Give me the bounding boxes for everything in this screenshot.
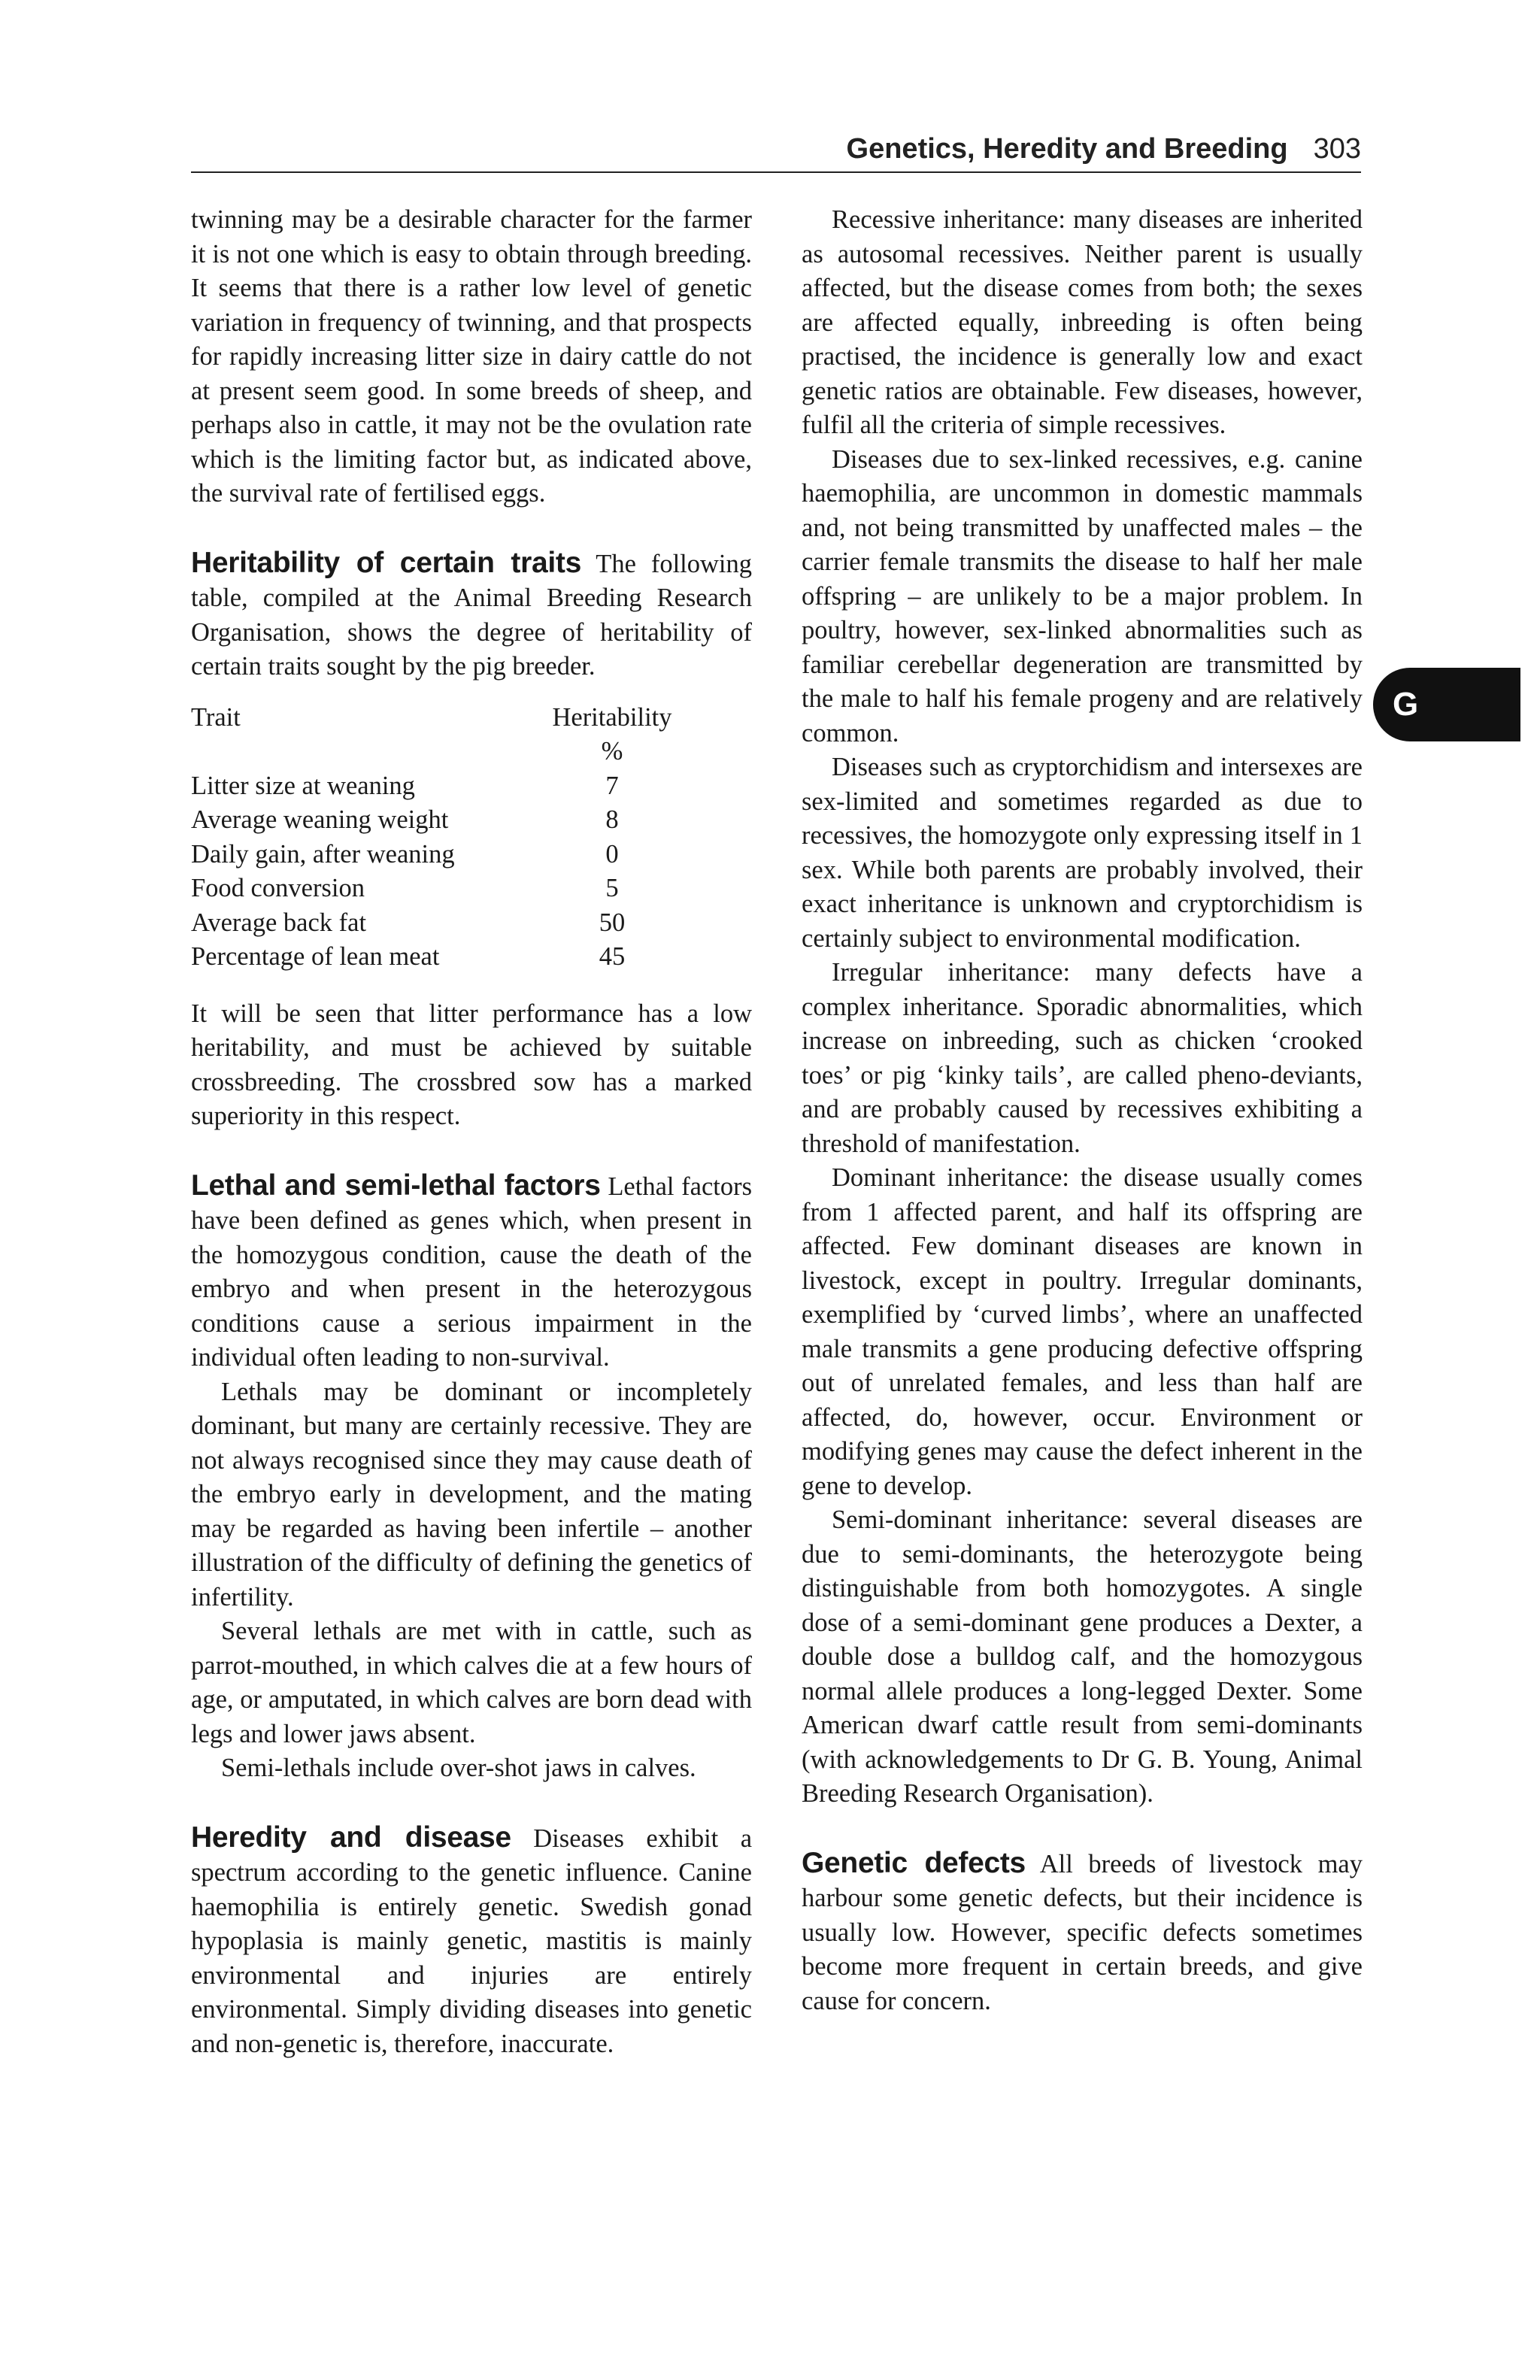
left-column (191, 203, 752, 2061)
sex-limited-paragraph: Diseases such as cryptorchidism and intersexes are sex-limited and sometimes regarded as due to recessives, the homozygote only expressing itself in 1 sex. While both parents are probably involved, their exact inheritance is unknown and cryptorchidism is certainly subject to environmental modification. (802, 753, 1363, 953)
dominant-paragraph: Dominant inheritance: the disease usually comes from 1 affected parent, and half its offspring are affected. Few dominant diseases are known in livestock, except in poultry. Irregular dominants, exemplified by ‘curved limbs’, where an unaffected male transmits a gene producing defective offspring out of unrelated females, and less than half are affected, do, however, occur. Environment or modifying genes may cause the defect inherent in the gene to develop. (802, 1163, 1363, 1500)
table-header-trait: Trait (191, 702, 241, 732)
heritability-table (191, 701, 687, 975)
defects-heading: Genetic defects (802, 1846, 1026, 1879)
heredity-heading: Heredity and disease (191, 1821, 511, 1854)
lethal-paragraph-3: Several lethals are met with in cattle, such as parrot-mouthed, in which calves die at a few hours of age, or amputated, in which calves are born dead with legs and lower jaws absent. (191, 1617, 752, 1748)
lethal-text: Lethal factors have been defined as genes which, when present in the homozygous condition, cause the death of the embryo and when present in the heterozygous conditions cause a serious impairment in the individual often leading to non-survival. (191, 1172, 753, 1372)
running-header-title: Genetics, Heredity and Breeding (846, 133, 1288, 165)
heritability-value: 8 (605, 805, 619, 834)
intro-paragraph: twinning may be a desirable character for the farmer it is not one which is easy to obtain through breeding. It seems that there is a rather low level of genetic variation in frequency of twinning, and that prospects for rapidly increasing litter size in dairy cattle do not at present seem good. In some breeds of sheep, and perhaps also in cattle, it may not be the ovulation rate which is the limiting factor but, as indicated above, the survival rate of fertilised eggs. (191, 205, 752, 508)
table-row (191, 872, 687, 906)
lethal-heading: Lethal and semi-lethal factors (191, 1169, 601, 1202)
table-row (191, 769, 687, 804)
table-row (191, 838, 687, 872)
heredity-section (191, 1821, 752, 2062)
heritability-text: The following table, compiled at the Animal Breeding Research Organisation, shows the degree of heritability of certain traits sought by the pig breeder. (191, 549, 752, 681)
heritability-value: 0 (605, 839, 619, 869)
defects-section (802, 1846, 1363, 2019)
heritability-value: 7 (605, 771, 619, 800)
heritability-section (191, 546, 752, 1134)
trait-name: Litter size at weaning (191, 771, 415, 800)
irregular-paragraph: Irregular inheritance: many defects have a complex inheritance. Sporadic abnormalities, which increase on inbreeding, such as chicken ‘crooked toes’ or pig ‘kinky tails’, are called pheno-deviants, and are probably caused by recessives exhibiting a threshold of manifestation. (802, 958, 1363, 1158)
heritability-conclusion: It will be seen that litter performance has a low heritability, and must be achieved by suitable crossbreeding. The crossbred sow has a marked superiority in this respect. (191, 999, 752, 1130)
sex-linked-paragraph: Diseases due to sex-linked recessives, e.g. canine haemophilia, are uncommon in domestic mammals and, not being transmitted by unaffected males – the carrier female transmits the disease to half her male offspring – are unlikely to be a major problem. In poultry, however, sex-linked abnormalities such as familiar cerebellar degeneration are transmitted by the male to half his female progeny and are relatively common. (802, 444, 1363, 747)
heritability-paragraph (191, 546, 752, 684)
running-header (191, 126, 1361, 173)
heritability-value: 45 (599, 942, 626, 971)
lethal-section (191, 1169, 752, 1786)
trait-name: Average weaning weight (191, 805, 449, 834)
table-header-heritability: Heritability (552, 702, 672, 732)
heritability-heading: Heritability of certain traits (191, 546, 581, 579)
page-number: 303 (1313, 133, 1361, 165)
heredity-text: Diseases exhibit a spectrum according to the genetic influence. Canine haemophilia is entirely genetic. Swedish gonad hypoplasia is mainly genetic, mastitis is mainly environmental and injuries are entirely environmental. Simply dividing diseases into genetic and non-genetic is, therefore, inaccurate. (191, 1824, 753, 2058)
trait-name: Percentage of lean meat (191, 942, 440, 971)
section-tab-marker: G (1373, 668, 1520, 741)
lethal-paragraph-1 (191, 1169, 752, 1375)
recessive-paragraph: Recessive inheritance: many diseases are inherited as autosomal recessives. Neither parent is usually affected, but the disease comes from both; the sexes are affected equally, inbreeding is often being practised, the incidence is generally low and exact genetic ratios are obtainable. Few diseases, however, fulfil all the criteria of simple recessives. (802, 205, 1363, 439)
heredity-paragraph (191, 1821, 752, 2062)
table-row (191, 906, 687, 941)
trait-name: Average back fat (191, 908, 367, 937)
lethal-paragraph-2: Lethals may be dominant or incompletely dominant, but many are certainly recessive. They are not always recognised since they may cause death of the embryo early in development, and the mating may be regarded as having been infertile – another illustration of the difficulty of defining the genetics of infertility. (191, 1377, 752, 1611)
heritability-value: 5 (605, 874, 619, 902)
table-row (191, 803, 687, 838)
table-header-unit: % (601, 737, 623, 766)
defects-text: All breeds of livestock may harbour some genetic defects, but their incidence is usually low. However, specific defects sometimes become more frequent in certain breeds, and give cause for concern. (802, 1849, 1363, 2015)
lethal-paragraph-4: Semi-lethals include over-shot jaws in calves. (221, 1754, 696, 1782)
trait-name: Food conversion (191, 874, 365, 902)
table-row (191, 940, 687, 975)
semi-dominant-paragraph: Semi-dominant inheritance: several diseases are due to semi-dominants, the heterozygote being distinguishable from both homozygotes. A single dose of a semi-dominant gene produces a Dexter, a double dose a bulldog calf, and the homozygous normal allele produces a long-legged Dexter. Some American dwarf cattle result from semi-dominants (with acknowledgements to Dr G. B. Young, Animal Breeding Research Organisation). (802, 1505, 1363, 1808)
right-column (802, 203, 1363, 2018)
defects-paragraph (802, 1846, 1363, 2019)
trait-name: Daily gain, after weaning (191, 839, 455, 869)
heritability-value: 50 (599, 908, 626, 937)
